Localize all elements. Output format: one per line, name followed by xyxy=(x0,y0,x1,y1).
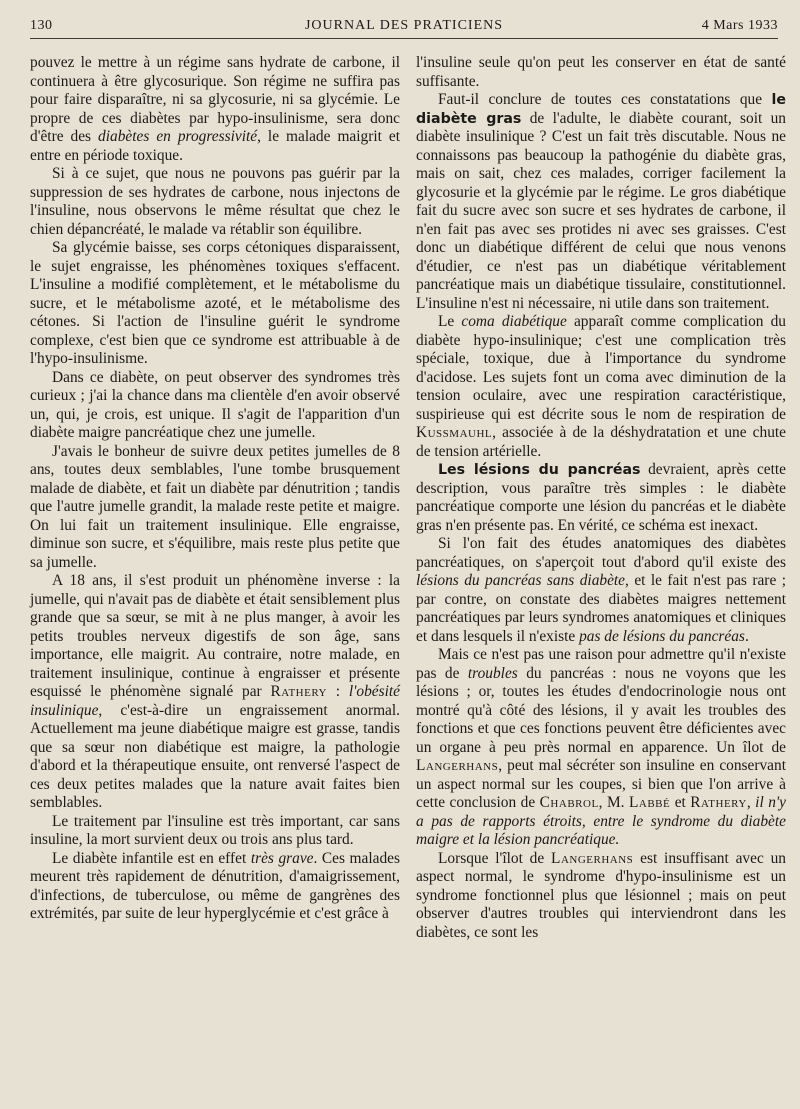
paragraph: A 18 ans, il s'est produit un phénomène inverse : la jumelle, qui n'avait pas de diabète et était sensiblement plus grande que sa sœur, se mit à ne plus manger, à avoir les petits troubles nerveux digestifs de son âge, sans importance, elle maigrit. Au contraire, notre malade, en traitement insulinique, continue à engraisser et présente esquissé le phénomène signalé par Rathery : l'obésité insulinique, c'est-à-dire un engraissement anormal. Actuellement ma jeune diabétique maigre est grasse, tandis que sa sœur non diabétique est maigre, la pathologie d'abord et la thérapeutique ensuite, ont renversé l'aspect de ces deux petites malades que la nature avait faites bien semblables. xyxy=(30,572,400,811)
running-head xyxy=(30,16,778,39)
paragraph: Lorsque l'îlot de Langerhans est insuffisant avec un aspect normal, le syndrome d'hypo-insulinisme est un syndrome fonctionnel plus que lésionnel ; mais on peut observer d'autres troubles qui interviendront dans les diabètes, ce sont les xyxy=(416,849,787,941)
section-heading-paragraph: Les lésions du pancréas devraient, après cette description, vous paraître très simples : le diabète pancréatique comporte une lésion du pancréas et le diabète gras n'en présente pas. En vérité, ce schéma est inexact. xyxy=(416,461,786,534)
right-column xyxy=(416,54,786,942)
paragraph: Le coma diabétique apparaît comme complication du diabète hypo-insulinique; c'est une complication très spéciale, toxique, due à l'importance du syndrome d'acidose. Les sujets font un coma avec diminution de la tension oculaire, avec une respiration caractéristique, suspirieuse qui est décrite sous le nom de respiration de Kussmauhl, associée à de la déshydratation et une chute de tension artérielle. xyxy=(416,313,786,460)
paragraph: Le diabète infantile est en effet très grave. Ces malades meurent très rapidement de dénutrition, d'amaigrissement, d'infections, de tuberculose, ou même de gangrènes des extrémités, par suite de leur hyperglycémie et c'est grâce à xyxy=(30,849,400,922)
paragraph: pouvez le mettre à un régime sans hydrate de carbone, il continuera à être glycosurique. Son régime ne suffira pas pour faire disparaître, ni sa glycosurie, ni sa glycémie. Le propre de ces diabètes par hypo-insulinisme, sera donc d'être des diabètes en progressivité, le malade maigrit et entre en période toxique. xyxy=(30,54,401,164)
paragraph: Dans ce diabète, on peut observer des syndromes très curieux ; j'ai la chance dans ma clientèle d'en avoir observé un, qui, je crois, est unique. Il s'agit de l'apparition d'un diabète maigre pancréatique chez une jumelle. xyxy=(30,368,400,441)
paragraph: Sa glycémie baisse, ses corps cétoniques disparaissent, le sujet engraisse, les phénomènes toxiques s'effacent. L'insuline a modifié complètement, et le métabolisme du sucre, et le métabolisme azoté, et le métabolisme des cétones. Si l'action de l'insuline guérit le syndrome complexe, c'est bien que ce syndrome est attribuable à de l'hypo-insulinisme. xyxy=(30,239,400,367)
journal-title: JOURNAL DES PRATICIENS xyxy=(304,18,504,33)
paragraph: l'insuline seule qu'on peut les conserver en état de santé suffisante. xyxy=(416,54,786,90)
issue-date: 4 Mars 1933 xyxy=(701,18,778,33)
paragraph: Si à ce sujet, que nous ne pouvons pas guérir par la suppression de ses hydrates de carbone, nous injectons de l'insuline, nous observons le même résultat que chez le chien dépancréaté, le malade va rétablir son équilibre. xyxy=(30,165,400,238)
paragraph: Le traitement par l'insuline est très important, car sans insuline, la mort survient deux ou trois ans plus tard. xyxy=(30,812,400,848)
paragraph: Si l'on fait des études anatomiques des diabètes pancréatiques, on s'aperçoit tout d'abord qu'il existe des lésions du pancréas sans diabète, et le fait n'est pas rare ; par contre, on constate des diabètes maigres nettement pancréatiques par leurs syndromes anatomiques et cliniques et dans lesquels il n'existe pas de lésions du pancréas. xyxy=(416,535,786,645)
paragraph: Mais ce n'est pas une raison pour admettre qu'il n'existe pas de troubles du pancréas : nous ne voyons que les lésions ; or, toutes les études d'endocrinologie nous ont montré qu'à côté des lésions, il y avait les troubles des fonctions et que ces fonctions peuvent être déficientes avec un organe à peu près normal en apparence. Un îlot de Langerhans, peut mal sécréter son insuline en conservant un aspect normal sur les coupes, si bien que l'on arrive à cette conclusion de Chabrol, M. Labbé et Rathery, il n'y a pas de rapports étroits, entre le syndrome du diabète maigre et la lésion pancréatique. xyxy=(416,646,787,848)
paragraph: Faut-il conclure de toutes ces constatations que le diabète gras de l'adulte, le diabète courant, soit un diabète insulinique ? C'est un fait très discutable. Nous ne connaissons pas beaucoup la pathogénie du diabète gras, mais on sait, chez ces malades, corriger facilement la glycosurie et la glycémie par le régime. Le gros diabétique fait du sucre avec son sucre et ses hydrates de carbone, il n'en fait pas avec ses protides ni avec ses graisses. C'est donc un diabétique différent de celui que nous venons d'étudier, ce n'est pas un diabétique véritablement pancréatique mais un diabétique tissulaire, constitutionnel. L'insuline n'est ni nécessaire, ni utile dans son traitement. xyxy=(416,91,786,312)
page-number: 130 xyxy=(30,18,53,33)
left-column xyxy=(30,54,400,924)
paragraph: J'avais le bonheur de suivre deux petites jumelles de 8 ans, toutes deux semblables, l'une tombe brusquement malade de diabète, et fait un diabète par dénutrition ; tandis que l'autre jumelle grandit, la malade reste petite et maigre. On lui fait un traitement insulinique. Elle engraisse, diminue son sucre, et s'équilibre, mais reste plus petite que sa jumelle. xyxy=(30,442,400,571)
